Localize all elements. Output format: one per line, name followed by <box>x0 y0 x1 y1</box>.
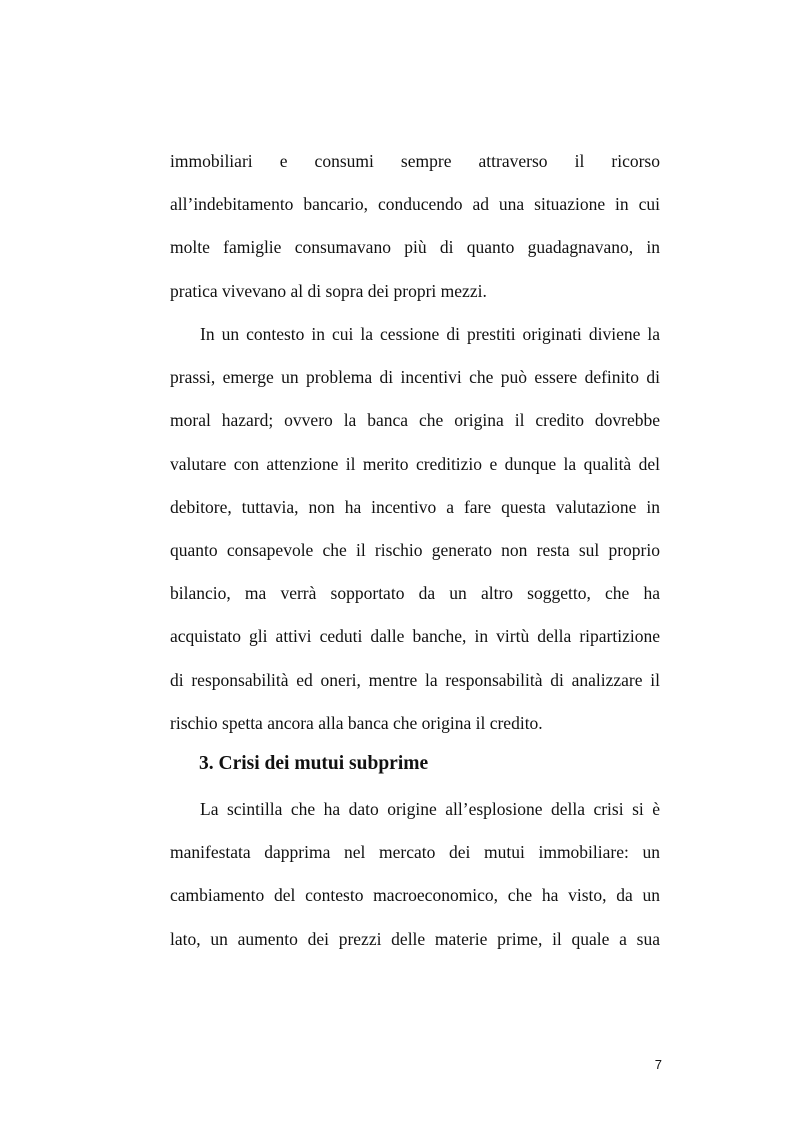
paragraph-3 <box>170 788 660 961</box>
text-line: quanto consapevole che il rischio generato non resta sul proprio <box>170 539 660 560</box>
paragraph-2 <box>170 313 660 745</box>
text-line: acquistato gli attivi ceduti dalle banche, in virtù della ripartizione <box>170 626 660 647</box>
text-line: prassi, emerge un problema di incentivi che può essere definito di <box>170 367 660 388</box>
text-line: all’indebitamento bancario, conducendo ad una situazione in cui <box>170 194 660 215</box>
text-line: manifestata dapprima nel mercato dei mutui immobiliare: un <box>170 842 660 863</box>
text-line: bilancio, ma verrà sopportato da un altro soggetto, che ha <box>170 583 660 604</box>
text-line: La scintilla che ha dato origine all’esplosione della crisi si è <box>200 799 660 819</box>
text-line: debitore, tuttavia, non ha incentivo a fare questa valutazione in <box>170 496 660 517</box>
text-line: cambiamento del contesto macroeconomico, che ha visto, da un <box>170 885 660 906</box>
paragraph-1 <box>170 140 660 313</box>
text-line: valutare con attenzione il merito creditizio e dunque la qualità del <box>170 453 660 474</box>
text-line: moral hazard; ovvero la banca che origina il credito dovrebbe <box>170 410 660 431</box>
page-number: 7 <box>654 1057 662 1072</box>
section-heading: 3. Crisi dei mutui subprime <box>199 753 429 774</box>
text-line: molte famiglie consumavano più di quanto guadagnavano, in <box>170 237 660 258</box>
text-line: di responsabilità ed oneri, mentre la responsabilità di analizzare il <box>170 669 660 690</box>
text-line: In un contesto in cui la cessione di prestiti originati diviene la <box>200 324 660 344</box>
text-line: lato, un aumento dei prezzi delle materie prime, il quale a sua <box>170 928 660 949</box>
text-line: immobiliari e consumi sempre attraverso il ricorso <box>170 151 660 171</box>
text-line: pratica vivevano al di sopra dei propri mezzi. <box>170 280 487 301</box>
text-line: rischio spetta ancora alla banca che origina il credito. <box>170 712 543 733</box>
